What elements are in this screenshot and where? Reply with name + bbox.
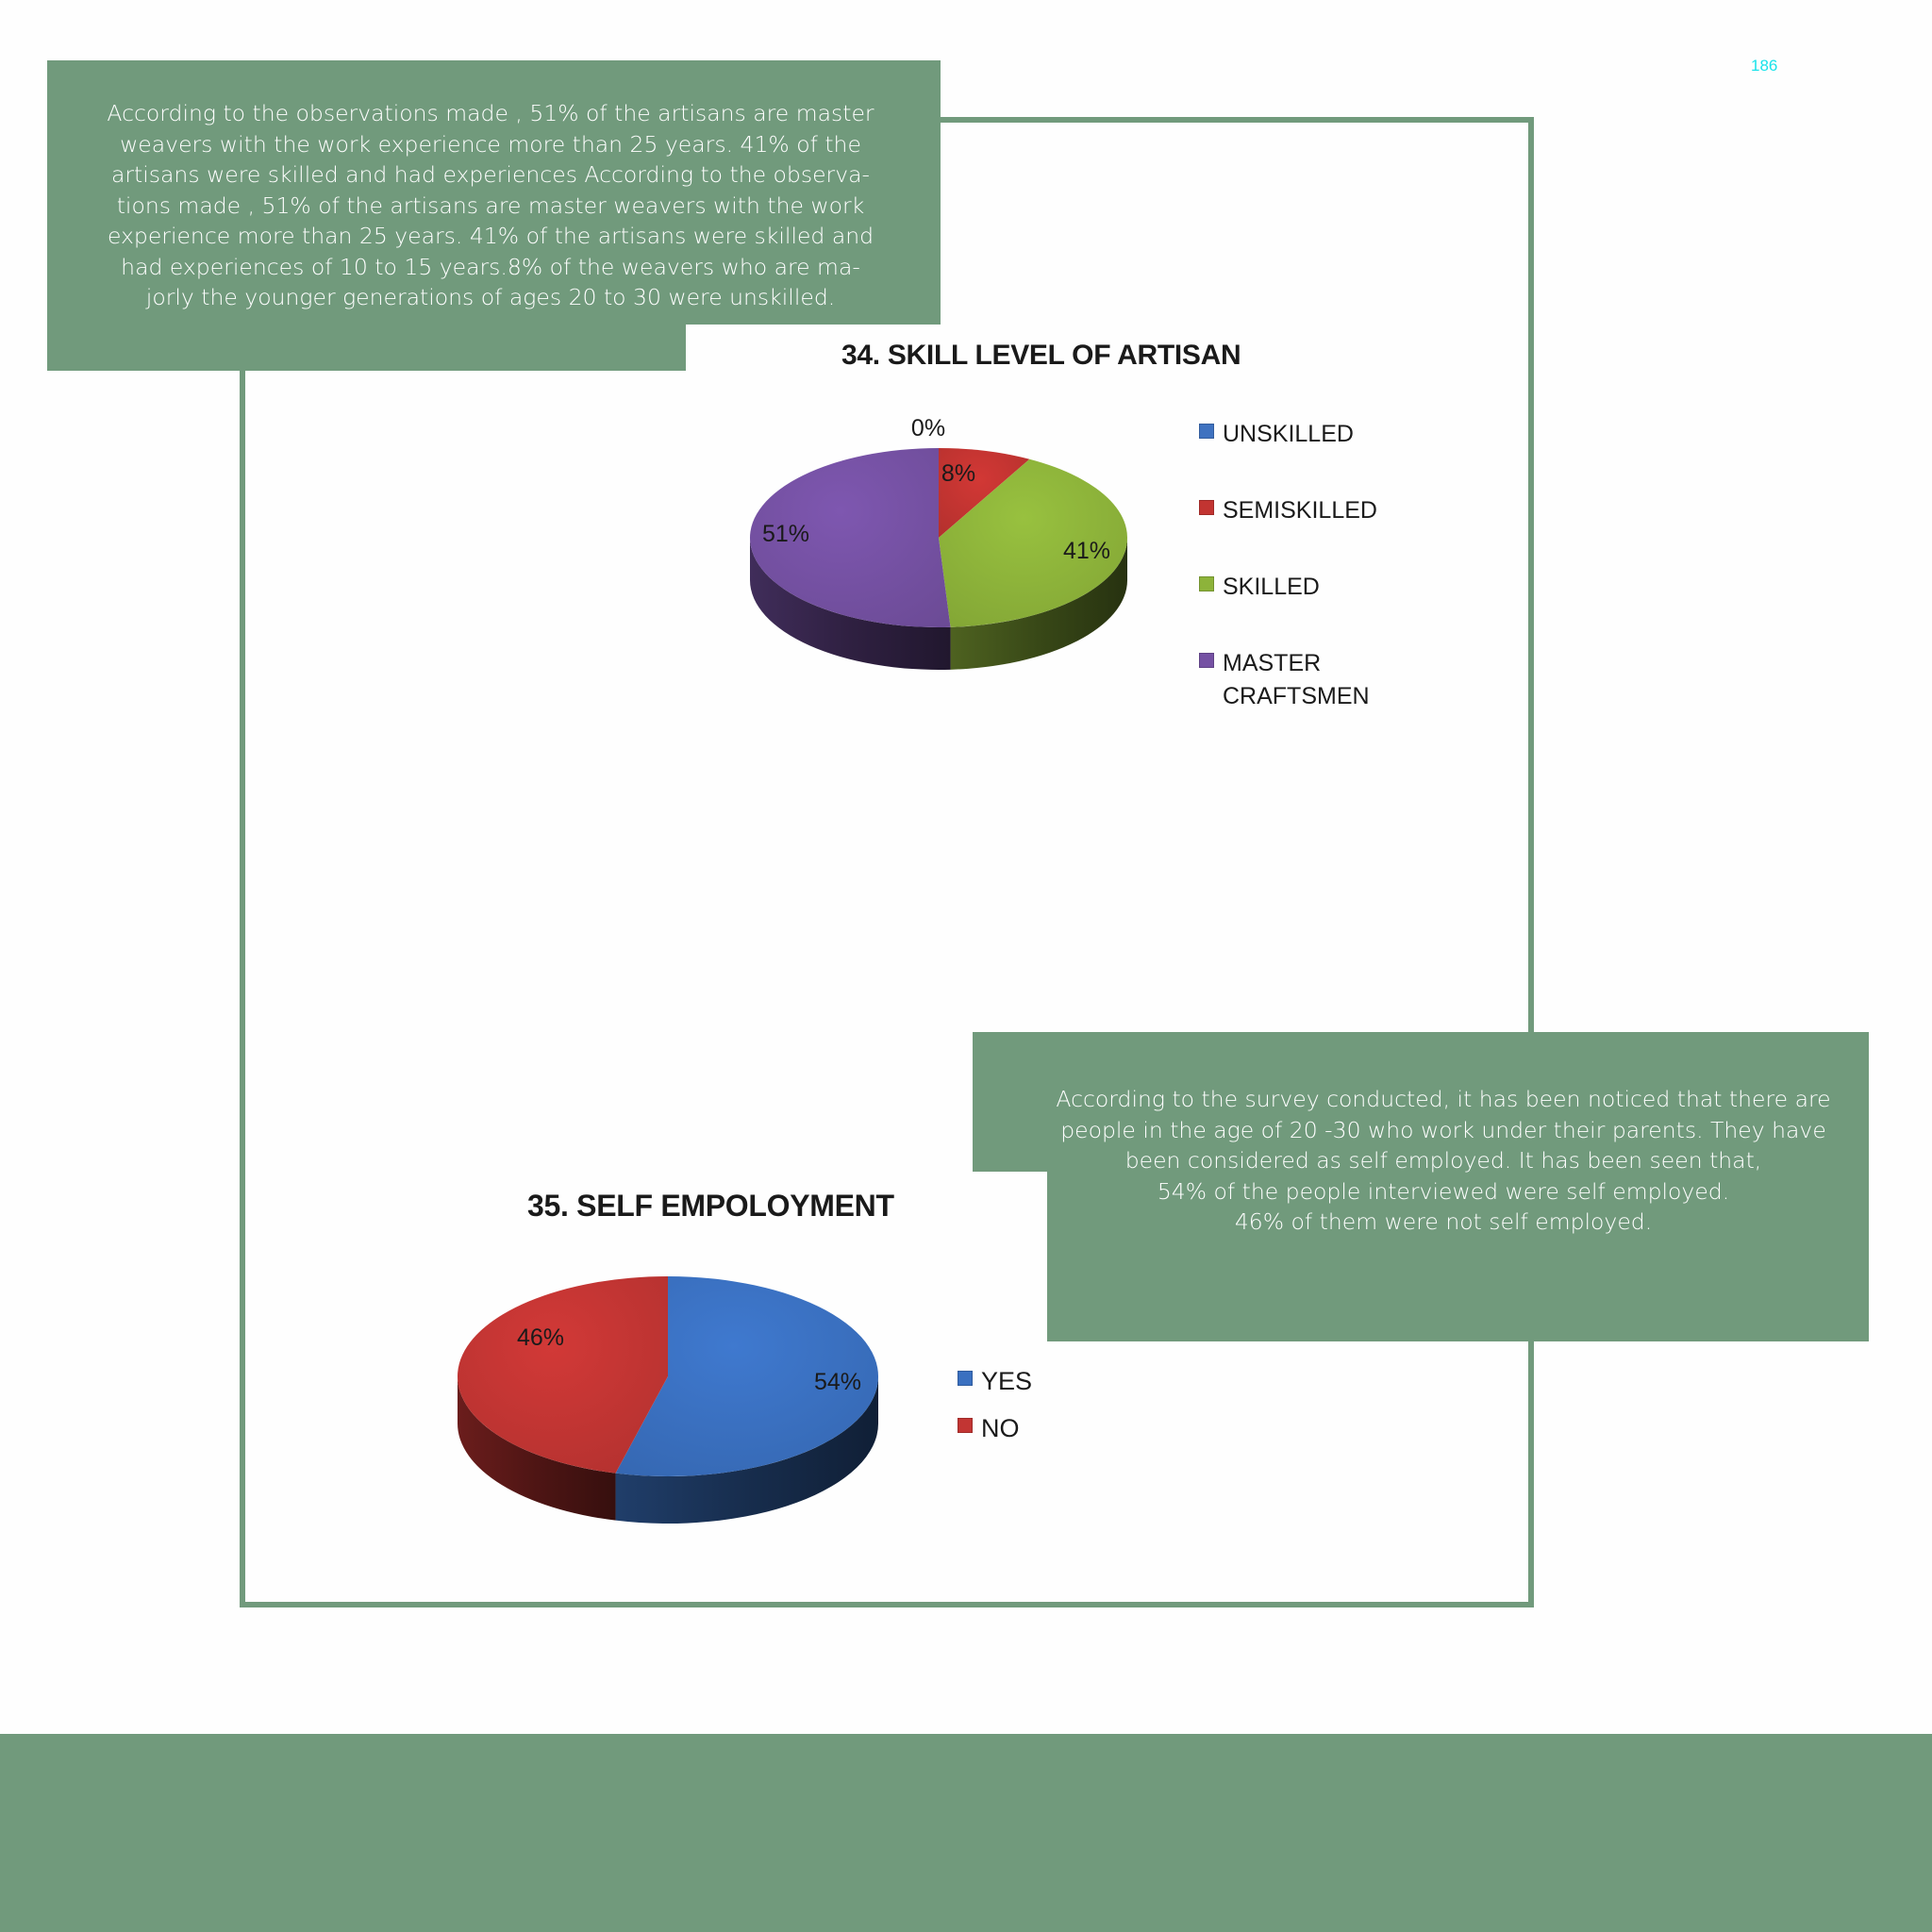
legend-item-no — [958, 1412, 1032, 1445]
data-label-no: 46% — [516, 1324, 565, 1351]
skill-note-line: jorly the younger generations of ages 20 to 30 were unskilled. — [145, 284, 836, 310]
legend-swatch — [958, 1418, 973, 1433]
data-label-skilled: 41% — [1062, 538, 1111, 564]
self-note-line: 46% of them were not self employed. — [1234, 1208, 1653, 1235]
data-label-semiskilled: 8% — [941, 460, 976, 487]
self-chart-title: 35. SELF EMPOLOYMENT — [527, 1189, 894, 1223]
data-label-unskilled: 0% — [910, 415, 946, 441]
skill-note-line: weavers with the work experience more than 25 years. 41% of the — [120, 130, 861, 158]
data-label-yes: 54% — [813, 1369, 862, 1395]
legend-label: UNSKILLED — [1223, 421, 1354, 447]
legend-item-yes — [958, 1365, 1032, 1398]
self-note-line: According to the survey conducted, it has been noticed that there are — [1056, 1086, 1831, 1112]
self-note-line: been considered as self employed. It has been seen that, — [1124, 1147, 1762, 1174]
skill-note-line: tions made , 51% of the artisans are master weavers with the work — [116, 192, 865, 219]
skill-note-line: artisans were skilled and had experiences According to the observa- — [110, 161, 870, 188]
self-note-line: 54% of the people interviewed were self employed. — [1157, 1177, 1730, 1205]
self-chart-legend — [958, 1365, 1032, 1459]
legend-label: SKILLED — [1223, 574, 1320, 600]
footer-band — [0, 1734, 1932, 1932]
skill-note-line: experience more than 25 years. 41% of the artisans were skilled and — [107, 223, 874, 249]
skill-chart-title: 34. SKILL LEVEL OF ARTISAN — [841, 340, 1241, 371]
legend-label: SEMISKILLED — [1223, 497, 1377, 524]
skill-note-line: According to the observations made , 51% of the artisans are master — [107, 100, 874, 126]
legend-label: MASTER CRAFTSMEN — [1223, 650, 1370, 709]
legend-swatch — [958, 1371, 973, 1386]
data-label-master-craftsmen: 51% — [761, 521, 810, 547]
page-number: 186 — [1751, 57, 1778, 75]
skill-note-line: had experiences of 10 to 15 years.8% of the weavers who are ma- — [121, 253, 860, 280]
legend-label: YES — [981, 1367, 1033, 1395]
legend-label: NO — [981, 1414, 1020, 1442]
self-note-line: people in the age of 20 -30 who work under their parents. They have — [1060, 1116, 1826, 1143]
